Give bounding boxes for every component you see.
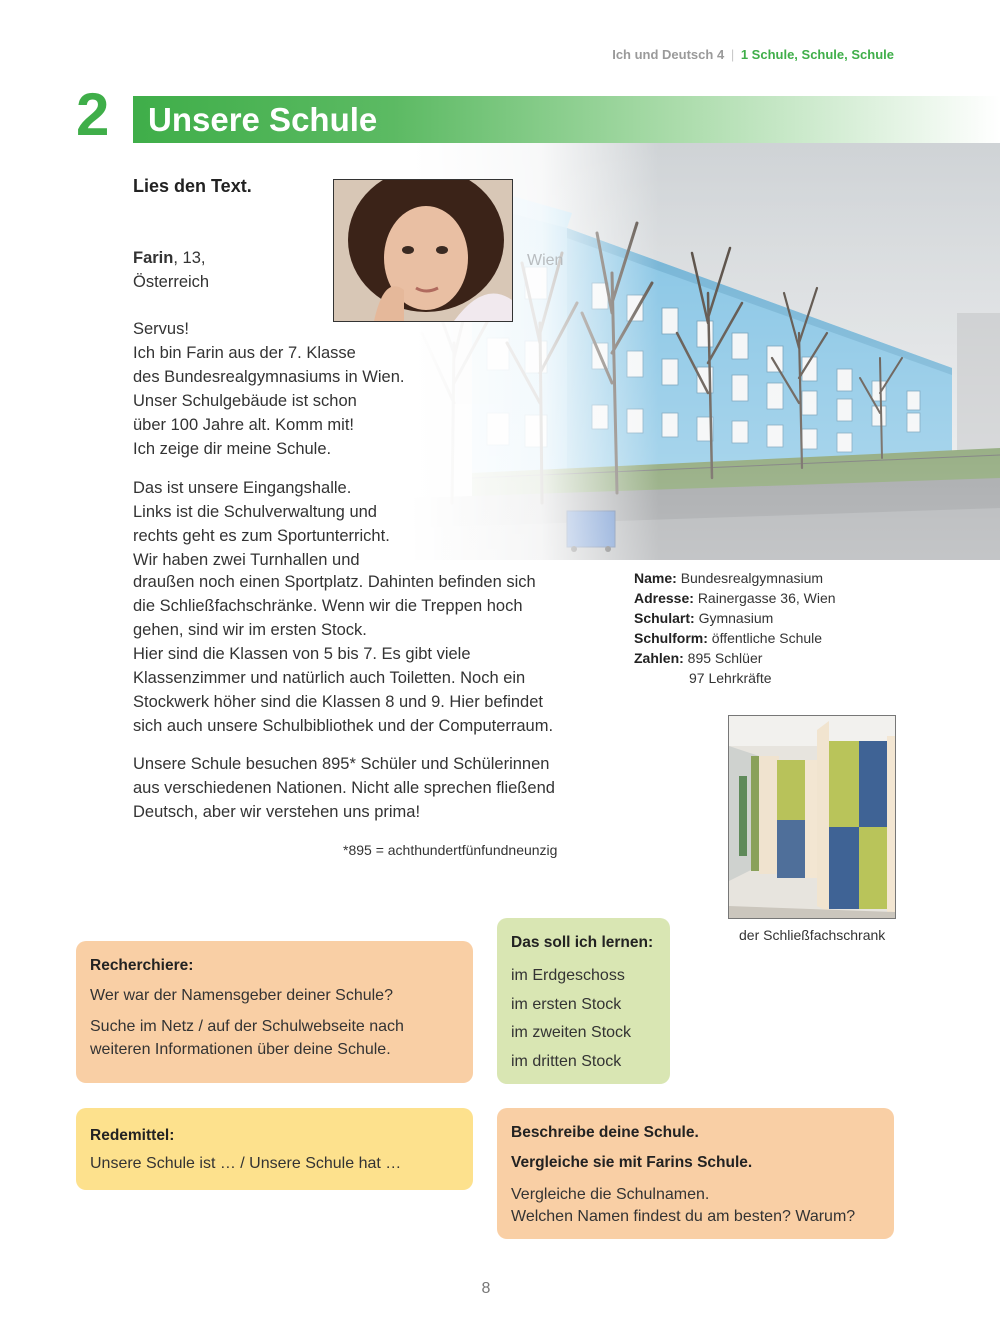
student-age: , 13, — [173, 249, 206, 267]
info-value: Bundesrealgymnasium — [680, 570, 824, 586]
research-line: weiteren Informationen über deine Schule. — [90, 1041, 391, 1058]
text-line: Hier sind die Klassen von 5 bis 7. Es gibt viele — [133, 645, 471, 663]
describe-heading: Beschreibe deine Schule. — [511, 1124, 699, 1141]
locker-photo — [728, 715, 896, 919]
text-paragraph-2-continued — [133, 570, 553, 738]
header-separator: | — [730, 47, 735, 62]
research-line: Wer war der Namensgeber deiner Schule? — [90, 987, 393, 1004]
describe-task-box — [497, 1108, 894, 1239]
describe-line: Vergleiche die Schulnamen. — [511, 1186, 710, 1203]
info-value: öffentliche Schule — [711, 630, 823, 646]
running-header — [612, 47, 894, 62]
text-line: Wir haben zwei Turnhallen und — [133, 551, 360, 569]
learning-goal-item: im zweiten Stock — [511, 1024, 632, 1041]
text-line: Das ist unsere Eingangshalle. — [133, 479, 352, 497]
phrases-heading: Redemittel: — [90, 1127, 175, 1144]
research-box — [76, 941, 473, 1083]
text-line: Deutsch, aber wir verstehen uns prima! — [133, 803, 421, 821]
book-title: Ich und Deutsch 4 — [612, 47, 725, 62]
phrases-line: Unsere Schule ist … / Unsere Schule hat … — [90, 1155, 402, 1172]
learning-goal-item: im ersten Stock — [511, 995, 622, 1013]
page-number: 8 — [481, 1280, 491, 1297]
student-intro — [133, 246, 209, 294]
text-line: Links ist die Schulverwaltung und — [133, 503, 377, 521]
info-label: Adresse: — [634, 590, 694, 606]
info-label: Schulform: — [634, 630, 708, 646]
locker-caption: der Schließfachschrank — [739, 927, 886, 943]
footnote: *895 = achthundertfünfundneunzig — [343, 842, 558, 858]
info-value: Rainergasse 36, Wien — [697, 590, 836, 606]
school-info — [634, 568, 836, 688]
text-line: gehen, sind wir im ersten Stock. — [133, 621, 367, 639]
text-paragraph-1 — [133, 317, 404, 461]
city-label: Wien — [527, 252, 564, 269]
info-value: 97 Lehrkräfte — [689, 670, 772, 686]
text-paragraph-2 — [133, 476, 390, 572]
learning-goal-item: im dritten Stock — [511, 1052, 622, 1070]
info-value: Gymnasium — [698, 610, 774, 626]
chapter-title: 1 Schule, Schule, Schule — [740, 47, 894, 62]
text-line: Unser Schulgebäude ist schon — [133, 392, 357, 410]
lesson-number: 2 — [76, 81, 110, 148]
instruction: Lies den Text. — [133, 176, 252, 196]
student-country: Österreich — [133, 273, 210, 291]
research-line: Suche im Netz / auf der Schulwebseite nach — [90, 1018, 404, 1035]
info-label: Schulart: — [634, 610, 695, 626]
text-line: sich auch unsere Schulbibliothek und der Computerraum. — [133, 717, 554, 735]
compare-heading: Vergleiche sie mit Farins Schule. — [511, 1154, 753, 1171]
text-line: Ich zeige dir meine Schule. — [133, 440, 332, 458]
text-line: über 100 Jahre alt. Komm mit! — [133, 416, 355, 434]
info-label: Name: — [634, 570, 677, 586]
phrases-box — [76, 1108, 473, 1190]
info-label: Zahlen: — [634, 650, 684, 666]
text-line: des Bundesrealgymnasiums in Wien. — [133, 368, 405, 386]
text-line: Unsere Schule besuchen 895* Schüler und Schülerinnen — [133, 755, 550, 773]
student-name: Farin — [133, 249, 174, 267]
text-line: draußen noch einen Sportplatz. Dahinten befinden sich — [133, 573, 536, 591]
text-line: Ich bin Farin aus der 7. Klasse — [133, 344, 356, 362]
text-line: Stockwerk höher sind die Klassen 8 und 9. Hier befindet — [133, 693, 543, 711]
text-line: Servus! — [133, 320, 189, 338]
info-value: 895 Schlüer — [687, 650, 763, 666]
student-portrait — [333, 179, 513, 322]
text-line: Klassenzimmer und natürlich auch Toiletten. Noch ein — [133, 669, 526, 687]
text-line: aus verschiedenen Nationen. Nicht alle sprechen fließend — [133, 779, 555, 797]
text-paragraph-3 — [133, 752, 555, 824]
lesson-title: Unsere Schule — [148, 101, 378, 138]
learning-goals-box — [497, 918, 670, 1084]
learning-goal-item: im Erdgeschoss — [511, 967, 625, 984]
describe-line: Welchen Namen findest du am besten? Warum? — [511, 1208, 856, 1225]
text-line: die Schließfachschränke. Wenn wir die Treppen hoch — [133, 597, 523, 615]
learning-goals-heading: Das soll ich lernen: — [511, 934, 654, 951]
text-line: rechts geht es zum Sportunterricht. — [133, 527, 390, 545]
research-heading: Recherchiere: — [90, 957, 194, 974]
